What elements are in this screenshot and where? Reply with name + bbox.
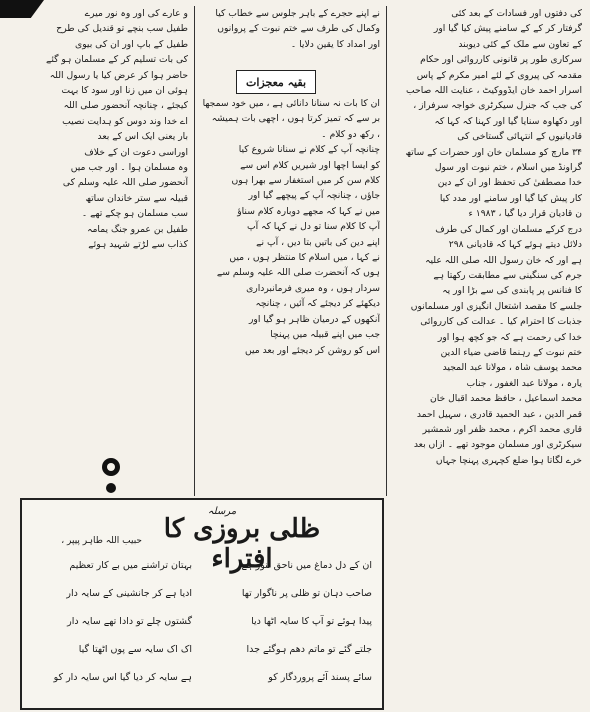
poem-verse: گشتوں چلے تو دادا تھے سایہ دار xyxy=(67,616,192,627)
text-line: ہے اور کہ خان رسول اللہ صلی اللہ علیہ xyxy=(425,254,582,266)
text-line: طفیل سب بنچے تو قندیل کی طرح xyxy=(56,23,188,35)
text-line: گراونڈ میں اسلام ، ختم نبوت اور سول xyxy=(434,162,582,174)
text-line: اپنے دین کی باتیں بتا دیں ، آپ نے xyxy=(256,236,380,248)
text-line: ان کا بات نہ سنانا دانائی ہے ، میں خود سمجھا xyxy=(202,98,380,109)
text-line: حاضر ہوا کر عرض کیا یا رسول اللہ xyxy=(49,69,188,81)
poem-verse: اک اک سایہ سے پوں اٹھتا گیا xyxy=(78,644,192,655)
text-line: جب میں اپنے قبیلہ میں پہنچا xyxy=(270,329,380,341)
text-line: و عارے کی اور وہ نور میرے xyxy=(84,8,188,19)
text-line: کی دفتوں اور فسادات کے بعد کئی xyxy=(451,8,582,19)
poem-subtitle: مرسلہ xyxy=(207,506,237,517)
text-line: جلسے کا مقصد اشتعال انگیزی اور مسلمانوں xyxy=(410,300,582,312)
text-line: ۳۴ مارچ کو مسلمان خان اور حضرات کے ساتھ xyxy=(405,146,582,158)
text-line: ختم نبوت کے رہنما قاضی ضیاء الدین xyxy=(440,346,582,358)
text-line: دلائل دیتے ہوئے کہا کہ قادیانی ۲۹۸ xyxy=(448,239,582,251)
right-column xyxy=(392,6,582,706)
text-line: وکمال کی طرف سے ختم نبوت کے پروانوں xyxy=(217,23,380,35)
left-column xyxy=(8,6,188,352)
text-line: آنکھوں کے درمیان ظاہر ہو گیا اور xyxy=(248,313,380,325)
text-line: قمر الدین ، عبد الحمید قادری ، سہیل احمد xyxy=(416,408,582,420)
section-heading: بقیہ معجزات xyxy=(236,70,316,94)
middle-column-top xyxy=(200,6,380,68)
text-line: آپ کا کلام سنا تو دل نے کہا کہ آپ xyxy=(247,221,380,233)
text-line: دیکھئے کر دیجئے کہ آئیں ، چنانچہ xyxy=(255,298,380,310)
poem-author: حبیب اللہ طاہر پیپر ، xyxy=(61,536,142,546)
text-line: جاؤں ، چنانچہ آپ کے پیچھے گیا اور xyxy=(248,190,380,202)
text-line: طفیل بن عمرو جنگ یمامہ xyxy=(87,223,188,235)
text-line: اسرار احمد خان ایڈووکیٹ ، عنایت اللہ صاحب xyxy=(406,85,582,97)
poem-title: ظلی بروزی کا افتراء xyxy=(163,514,321,574)
text-line: خرے لگاتا ہوا ضلع کچہری پہنچا جہاں xyxy=(435,454,582,466)
text-line: جرم کی سنگینی سے مطابقت رکھتا ہے xyxy=(433,269,582,281)
text-line: بار یعنی ایک اس کے بعد xyxy=(97,131,188,143)
poem-box xyxy=(20,498,384,710)
text-line: سردار ہوں ، وہ میری فرمانبرداری xyxy=(246,282,380,294)
text-line: خدا مصطفیٰ کی تحفظ اور ان کے دین xyxy=(437,177,582,189)
text-line: نے اپنے حجرے کے باہر جلوس سے خطاب کیا xyxy=(215,8,380,19)
text-line: سیکرٹری اور مسلمان موجود تھے ۔ ازاں بعد xyxy=(413,439,582,451)
text-line: محمد اسماعیل ، حافظ محمد اقبال خان xyxy=(429,393,582,405)
text-line: سرکاری طور پر قانونی کارروائی اور حکام xyxy=(420,54,582,66)
text-line: محمد یوسف شاہ ، مولانا عبد المجید xyxy=(442,362,582,374)
text-line: کیجئے ، چنانچہ آنحضور صلی اللہ xyxy=(63,100,188,112)
poem-verse: سائے پسند آئے پروردگار کو xyxy=(268,672,372,683)
text-line: کلام سن کر میں استغفار سے بھرا ہوں xyxy=(231,175,380,187)
poem-verse: جلتے گئے تو ماتم دھم ہوگئے جدا xyxy=(246,644,372,655)
text-line: اور امداد کا یقین دلایا ۔ xyxy=(290,38,380,50)
text-line: طفیل کے باپ اور ان کی بیوی xyxy=(75,38,188,50)
poem-verse: صاحب دہان تو ظلی پر ناگوار تھا xyxy=(241,588,372,599)
text-line: ، رکھ دو کلام ۔ xyxy=(321,128,380,140)
text-line: ہوں کہ آنحضرت صلی اللہ علیہ وسلم سے xyxy=(216,267,380,279)
text-line: یارہ ، مولانا عبد الغفور ، جناب xyxy=(466,377,582,389)
text-line: مقدمہ کی پیروی کے لئے امیر مکرم کے پاس xyxy=(416,69,582,81)
text-line: ن قادیان قرار دیا گیا ، ۱۹۸۳ ء xyxy=(468,208,582,220)
poem-verse: ان کے دل دماغ میں ناحق تنور ہے xyxy=(241,560,372,571)
text-line: سب مسلمان ہو چکے تھے ۔ xyxy=(81,208,188,220)
text-line: اس کو روشن کر دیجئے اور بعد میں xyxy=(245,344,380,356)
text-line: اور دکھاوہ سنایا گیا اور کہنا کہ کہا کہ xyxy=(434,115,582,127)
text-line: کی جب کہ جنرل سیکرٹری خواجہ سرفراز ، xyxy=(413,100,582,112)
text-line: گرفتار کر کے کے سامنے پیش کیا گیا اور xyxy=(433,23,582,35)
text-line: کذاب سے لڑتے شہید ہوئے xyxy=(88,239,188,251)
text-line: وہ مسلمان ہوا ۔ اور جب میں xyxy=(70,162,188,174)
text-line: کو ایسا اچھا اور شیریں کلام اس سے xyxy=(240,159,380,171)
text-line: نے کہا ، میں اسلام کا منتظر ہوں ، میں xyxy=(229,252,380,264)
text-line: کے تعاون سے ملک کے کئی دیوبند xyxy=(458,38,582,50)
column-rule-left xyxy=(194,6,195,496)
text-line: قبیلہ سے ستر خاندان ساتھ xyxy=(85,192,188,204)
text-line: کا فنانس پر پابندی کی سے بڑا اور یہ xyxy=(442,285,582,297)
text-line: اے خدا وند دوس کو ہدایت نصیب xyxy=(62,115,188,127)
text-line: قادیانیوں کے انتہائی گستاخی کی xyxy=(457,131,582,143)
text-line: آنحضور صلی اللہ علیہ وسلم کی xyxy=(62,177,188,189)
text-line: اوراسی دعوت ان کے خلاف xyxy=(84,146,188,158)
poem-verse: بہتان تراشنے میں بے کار تعظیم xyxy=(69,560,192,571)
text-line: خدا کی رحمت ہے کہ جو کچھ ہوا اور xyxy=(437,331,582,343)
text-line: درج کرکے مسلمان اور کمال کی طرف xyxy=(435,223,582,235)
text-line: جذبات کا احترام کیا ۔ عدالت کی کارروائی xyxy=(420,316,582,328)
text-line: بر سے کہ تمیز کرتا ہوں ، اچھی بات ہمیشہ xyxy=(211,113,380,125)
poem-verse: پیدا ہوئے تو آپ کا سایہ اٹھا دیا xyxy=(251,616,372,627)
text-line: کار پیش کیا گیا اور سامنے اور مدد کیا xyxy=(439,192,582,204)
column-rule-right xyxy=(386,6,387,496)
middle-column-body xyxy=(200,96,380,490)
text-line: میں نے کہا کہ مجھے دوبارہ کلام سناؤ xyxy=(237,205,380,217)
poem-verse: ادیا ہے کر جانشینی کے سایہ دار xyxy=(66,588,192,599)
text-line: ہوئی ان میں زنا اور سود کا بہت xyxy=(61,85,188,97)
text-line: چنانچہ آپ کے کلام نے سنانا شروع کیا xyxy=(238,144,380,156)
poem-verse: ہے سایہ کر دیا گیا اس سایہ دار کو xyxy=(53,672,192,683)
text-line: کی بات تسلیم کر کے مسلمان ہو گئے xyxy=(45,54,188,66)
text-line: قاری محمد اکرم ، محمد ظفر اور شمشیر xyxy=(422,423,582,435)
